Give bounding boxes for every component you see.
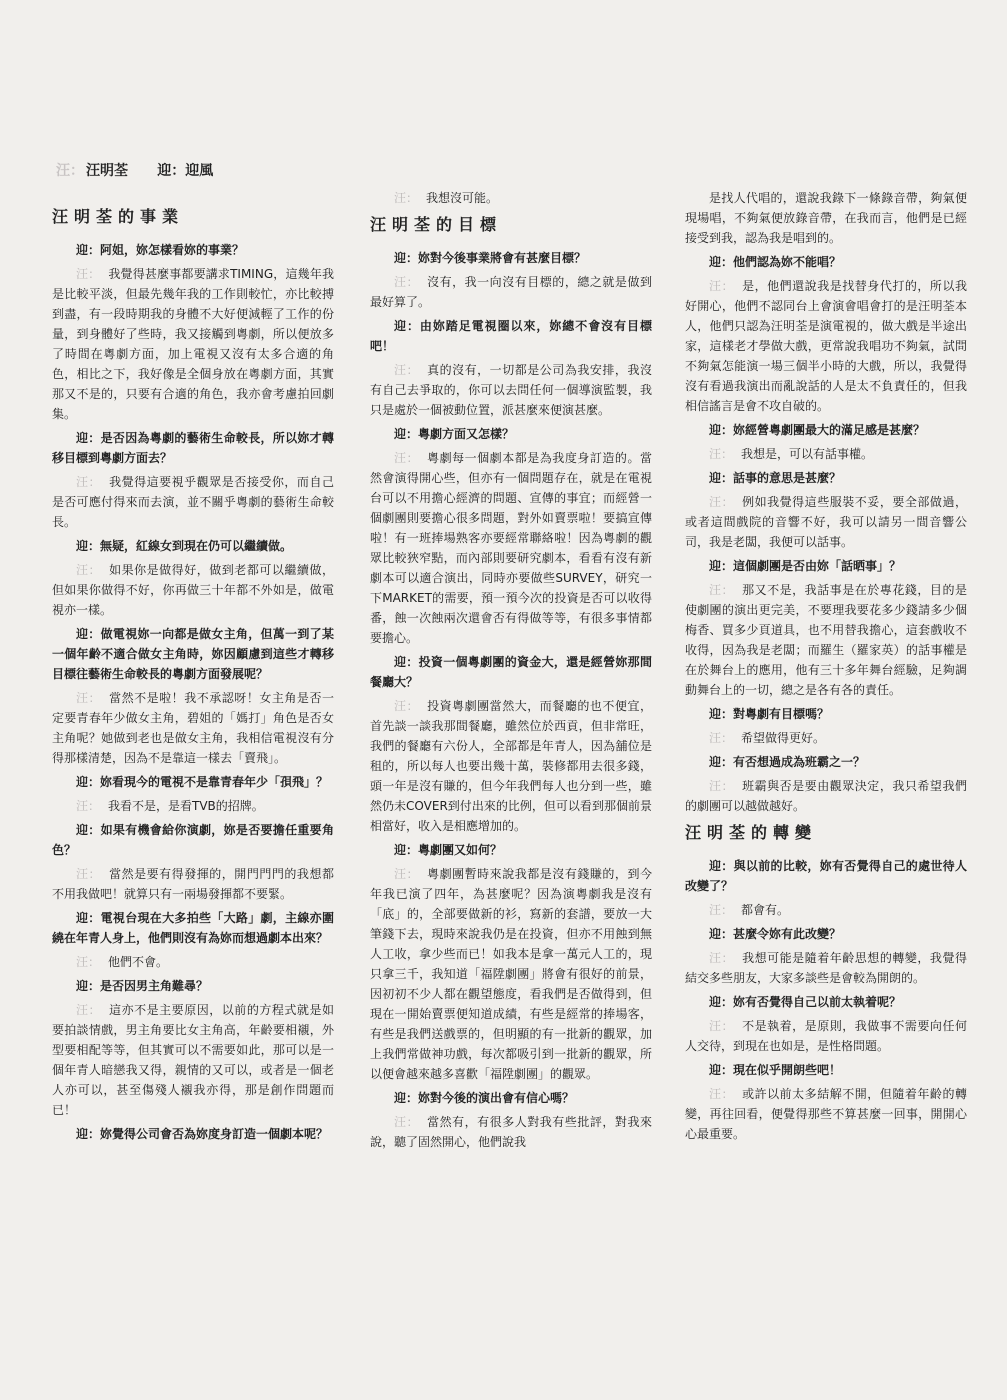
paragraph-text: 是找人代唱的，還說我錄下一條錄音帶，夠氣便現場唱，不夠氣便放錄音帶，在我而言，他們是已經接受到我，認為我是唱到的。 [685,191,967,245]
paragraph-text: 迎：如果有機會給你演劇，妳是否要擔任重要角色？ [52,823,334,857]
question-paragraph [370,248,652,268]
paragraph-text: 我覺得這要視乎觀眾是否接受你，而自己是否可應付得來而去演，並不關乎粵劇的藝術生命較長。 [52,475,334,529]
answer-paragraph [52,560,334,620]
paragraph-text: 迎：現在似乎開朗些吧！ [709,1063,842,1077]
speaker-tag: 汪： [709,951,735,965]
question-paragraph [370,840,652,860]
question-paragraph [685,704,967,724]
paragraph-text: 他們不會。 [108,955,169,969]
speaker-legend [56,160,213,180]
wang-label: 汪： [56,163,84,179]
speaker-tag: 汪： [394,1115,420,1129]
answer-paragraph [685,188,967,248]
question-paragraph [52,976,334,996]
answer-paragraph [52,952,334,972]
wang-name: 汪明荃 [86,163,128,179]
answer-paragraph [52,472,334,532]
question-paragraph [370,424,652,444]
speaker-tag: 汪： [709,1019,735,1033]
speaker-tag: 汪： [76,1003,102,1017]
speaker-tag: 汪： [709,779,735,793]
question-paragraph [52,772,334,792]
speaker-tag: 汪： [709,583,735,597]
paragraph-text: 我看不是，是看TVB的招牌。 [108,799,264,813]
paragraph-text: 迎：是否因為粵劇的藝術生命較長，所以妳才轉移目標到粵劇方面去？ [52,431,334,465]
paragraph-text: 我想沒可能。 [426,191,499,205]
speaker-tag: 汪： [76,563,102,577]
paragraph-text: 我想是，可以有話事權。 [741,447,874,461]
speaker-tag: 汪： [394,191,419,205]
paragraph-text: 不是執着，是原則，我做事不需要向任何人交待，到現在也如是，是性格問題。 [685,1019,967,1053]
paragraph-text: 粵劇團暫時來說我都是沒有錢賺的，到今年我已演了四年，為甚麼呢？因為演粵劇我是沒有「底」的，全部要做新的衫，寫新的套譜，要放一大筆錢下去，現時來說我仍是在投資，但亦不用蝕到無人工收，拿少些而已！如我本是拿一萬元人工的，現只拿三千，我知道「福陞劇團」將會有很好的前景，因初初不少人都在觀望態度，看我們是否做得到，但現在一開始賣票便知道成績，有些是經常的捧場客，有些是我們送戲票的，但明顯的有一批新的觀眾，加上我們常做神功戲，每次都吸引到一批新的觀眾，所以便會越來越多喜歡「福陞劇團」的觀眾。 [370,867,652,1081]
answer-paragraph [370,360,652,420]
paragraph-text: 迎：妳經營粵劇團最大的滿足感是甚麼？ [709,423,926,437]
answer-paragraph [685,900,967,920]
paragraph-text: 迎：投資一個粵劇團的資金大，還是經營妳那間餐廳大？ [370,655,652,689]
question-paragraph [370,652,652,692]
paragraph-text: 迎：無疑，紅線女到現在仍可以繼續做。 [76,539,293,553]
ying-label: 迎： [157,163,186,179]
paragraph-text: 我覺得甚麼事都要講求TIMING，這幾年我是比較平淡，但最先幾年我的工作則較忙，亦比較搏到盡，有一段時期我的身體不大好便減輕了工作的份量，到身體好了些時，我又接觸到粵劇，所以便放多了時間在粵劇方面，加上電視又沒有太多合適的角色，相比之下，我好像是全個身放在粵劇方面，其實那又不是的，只要有合適的角色，我亦會考慮拍回劇集。 [52,267,334,421]
paragraph-text: 迎：對粵劇有目標嗎？ [709,707,830,721]
answer-paragraph [370,448,652,648]
speaker-tag: 汪： [76,691,102,705]
question-paragraph [685,856,967,896]
paragraph-text: 迎：這個劇團是否由妳「話晒事」？ [709,559,902,573]
question-paragraph [52,1124,334,1144]
paragraph-text: 都會有。 [741,903,790,917]
answer-paragraph [52,864,334,904]
speaker-tag: 汪： [394,363,420,377]
paragraph-text: 迎：電視台現在大多拍些「大路」劇，主線亦圍繞在年青人身上，他們則沒有為妳而想過劇本出來？ [52,911,334,945]
column-3 [685,188,967,1148]
answer-paragraph [685,444,967,464]
speaker-tag: 汪： [709,495,735,509]
paragraph-text: 班霸與否是要由觀眾決定，我只希望我們的劇團可以越做越好。 [685,779,967,813]
answer-paragraph [52,1000,334,1120]
speaker-tag: 汪： [394,451,420,465]
answer-paragraph [685,276,967,416]
question-paragraph [52,240,334,260]
answer-paragraph [370,272,652,312]
question-paragraph [370,316,652,356]
paragraph-text: 迎：妳對今後的演出會有信心嗎？ [394,1091,575,1105]
paragraph-text: 迎：妳覺得公司會否為妳度身訂造一個劇本呢？ [76,1127,329,1141]
answer-paragraph [370,864,652,1084]
column-2 [370,188,652,1156]
question-paragraph [52,820,334,860]
speaker-tag: 汪： [76,955,101,969]
question-paragraph [52,624,334,684]
paragraph-text: 迎：粵劇團又如何？ [394,843,503,857]
question-paragraph [52,908,334,948]
paragraph-text: 當然不是啦！我不承認呀！女主角是否一定要青春年少做女主角，碧姐的「媽打」角色是否女主角呢？她做到老也是做女主角，我相信電視沒有分得那樣清楚，因為不是靠這一樣去「賣飛」。 [52,691,334,765]
paragraph-text: 迎：做電視妳一向都是做女主角，但萬一到了某一個年齡不適合做女主角時，妳因顧慮到這些才轉移目標往藝術生命較長的粵劇方面發展呢？ [52,627,334,681]
speaker-tag: 汪： [76,475,102,489]
answer-paragraph [370,1112,652,1152]
question-paragraph [52,428,334,468]
paragraph-text: 當然是要有得發揮的，開門門門的我想都不用我做吧！就算只有一兩場發揮都不要緊。 [52,867,334,901]
question-paragraph [370,1088,652,1108]
speaker-tag: 汪： [709,903,734,917]
speaker-tag: 汪： [394,699,420,713]
answer-paragraph [370,696,652,836]
question-paragraph [685,252,967,272]
section-heading: 汪明荃的轉變 [685,823,818,842]
answer-paragraph [685,948,967,988]
question-paragraph [52,536,334,556]
paragraph-text: 迎：話事的意思是甚麼？ [709,471,842,485]
column-1 [52,200,334,1148]
question-paragraph [685,1060,967,1080]
answer-paragraph [685,580,967,700]
paragraph-text: 例如我覺得這些服裝不妥，要全部做過，或者這間戲院的音響不好，我可以請另一間音響公司，我是老闆，我便可以話事。 [685,495,967,549]
question-paragraph [685,420,967,440]
paragraph-text: 迎：妳有否覺得自己以前太執着呢？ [709,995,902,1009]
question-paragraph [685,992,967,1012]
answer-paragraph [685,1016,967,1056]
speaker-tag: 汪： [709,447,734,461]
speaker-tag: 汪： [709,731,734,745]
question-paragraph [685,924,967,944]
paragraph-text: 如果你是做得好，做到老都可以繼續做，但如果你做得不好，你再做三十年都不外如是，做電視亦一樣。 [52,563,334,617]
answer-paragraph [685,1084,967,1144]
paragraph-text: 迎：由妳踏足電視圈以來，妳總不會沒有目標吧！ [370,319,652,353]
question-paragraph [685,468,967,488]
paragraph-text: 真的沒有，一切都是公司為我安排，我沒有自己去爭取的，你可以去問任何一個導演監製，我只是處於一個被動位置，派甚麼來便演甚麼。 [370,363,652,417]
paragraph-text: 是，他們還說我是找替身代打的，所以我好開心，他們不認同台上會演會唱會打的是汪明荃本人，他們只認為汪明荃是演電視的，做大戲是半途出家，這樣老才學做大戲，更常說我唱功不夠氣，試問不夠氣怎能演一場三個半小時的大戲，所以，我覺得沒有看過我演出而亂說話的人是太不負責任的，但我相信謠言是會不攻自破的。 [685,279,967,413]
speaker-tag: 汪： [709,1087,735,1101]
paragraph-text: 或許以前太多結解不開，但隨着年齡的轉變，再往回看，便覺得那些不算甚麼一回事，開開心心最重要。 [685,1087,967,1141]
speaker-tag: 汪： [76,867,102,881]
answer-paragraph [52,688,334,768]
paragraph-text: 迎：妳對今後事業將會有甚麼目標？ [394,251,587,265]
answer-paragraph [685,776,967,816]
answer-paragraph [52,264,334,424]
paragraph-text: 當然有，有很多人對我有些批評，對我來說，聽了固然開心，他們說我 [370,1115,652,1149]
speaker-tag: 汪： [709,279,735,293]
paragraph-text: 這亦不是主要原因，以前的方程式就是如要拍談情戲，男主角要比女主角高，年齡要相襯，外型要相配等等，但其實可以不需要如此，那可以是一個年青人暗戀我又得，親情的又可以，或者是一個老人亦可以，甚至傷殘人襯我亦得，那是創作問題而已！ [52,1003,334,1117]
speaker-tag: 汪： [76,267,101,281]
speaker-tag: 汪： [394,867,420,881]
paragraph-text: 那又不是，我話事是在於專花錢，目的是使劇團的演出更完美，不要理我要花多少錢請多少個梅香、買多少頁道具，也不用替我擔心，這套戲收不收得，因為我是老闆；而羅生（羅家英）的話事權是在於舞台上的應用，他有三十多年舞台經驗，足夠調動舞台上的一切，總之是各有各的責任。 [685,583,967,697]
question-paragraph [685,556,967,576]
answer-paragraph [370,188,652,208]
paragraph-text: 粵劇每一個劇本都是為我度身訂造的。當然會演得開心些，但亦有一個問題存在，就是在電視台可以不用擔心經濟的問題、宣傳的事宜；而經營一個劇團則要擔心很多問題，對外如賣票啦！要搞宣傳啦！有一班捧場熟客亦要經常聯絡啦！因為粵劇的觀眾比較狹窄點，而內部則要研究劇本，看看有沒有新劇本可以適合演出，同時亦要做些SURVEY，研究一下MARKET的需要，預一預今次的投資是否可以收得番，蝕一次蝕兩次還會否有得做等等，有很多事情都要擔心。 [370,451,652,645]
paragraph-text: 沒有，我一向沒有目標的，總之就是做到最好算了。 [370,275,652,309]
question-paragraph [685,752,967,772]
paragraph-text: 迎：妳看現今的電視不是靠青春年少「孭飛」？ [76,775,329,789]
paragraph-text: 迎：阿姐，妳怎樣看妳的事業？ [76,243,245,257]
paragraph-text: 迎：甚麼令妳有此改變？ [709,927,842,941]
paragraph-text: 迎：有否想過成為班霸之一？ [709,755,866,769]
paragraph-text: 我想可能是隨着年齡思想的轉變，我覺得結交多些朋友，大家多談些是會較為開朗的。 [685,951,967,985]
paragraph-text: 迎：他們認為妳不能唱？ [709,255,842,269]
paragraph-text: 迎：與以前的比較，妳有否覺得自己的處世待人改變了？ [685,859,967,893]
paragraph-text: 投資粵劇團當然大，而餐廳的也不便宜，首先談一談我那間餐廳，雖然位於西貢，但非常旺，我們的餐廳有六份人，全部都是年青人，因為舖位是租的，所以每人也要出幾十萬，裝修都用去很多錢，頭一年是沒有賺的，但今年我們每人也分到一些，雖然仍未COVER到付出來的比例，但可以看到那個前景相當好，收入是相應增加的。 [370,699,652,833]
paragraph-text: 迎：粵劇方面又怎樣？ [394,427,515,441]
paragraph-text: 希望做得更好。 [741,731,826,745]
section-heading: 汪明荃的目標 [370,215,503,234]
speaker-tag: 汪： [394,275,420,289]
answer-paragraph [685,728,967,748]
ying-name: 迎風 [185,163,214,179]
speaker-tag: 汪： [76,799,101,813]
answer-paragraph [685,492,967,552]
paragraph-text: 迎：是否因男主角難尋？ [76,979,209,993]
answer-paragraph [52,796,334,816]
section-heading: 汪明荃的事業 [52,207,185,226]
